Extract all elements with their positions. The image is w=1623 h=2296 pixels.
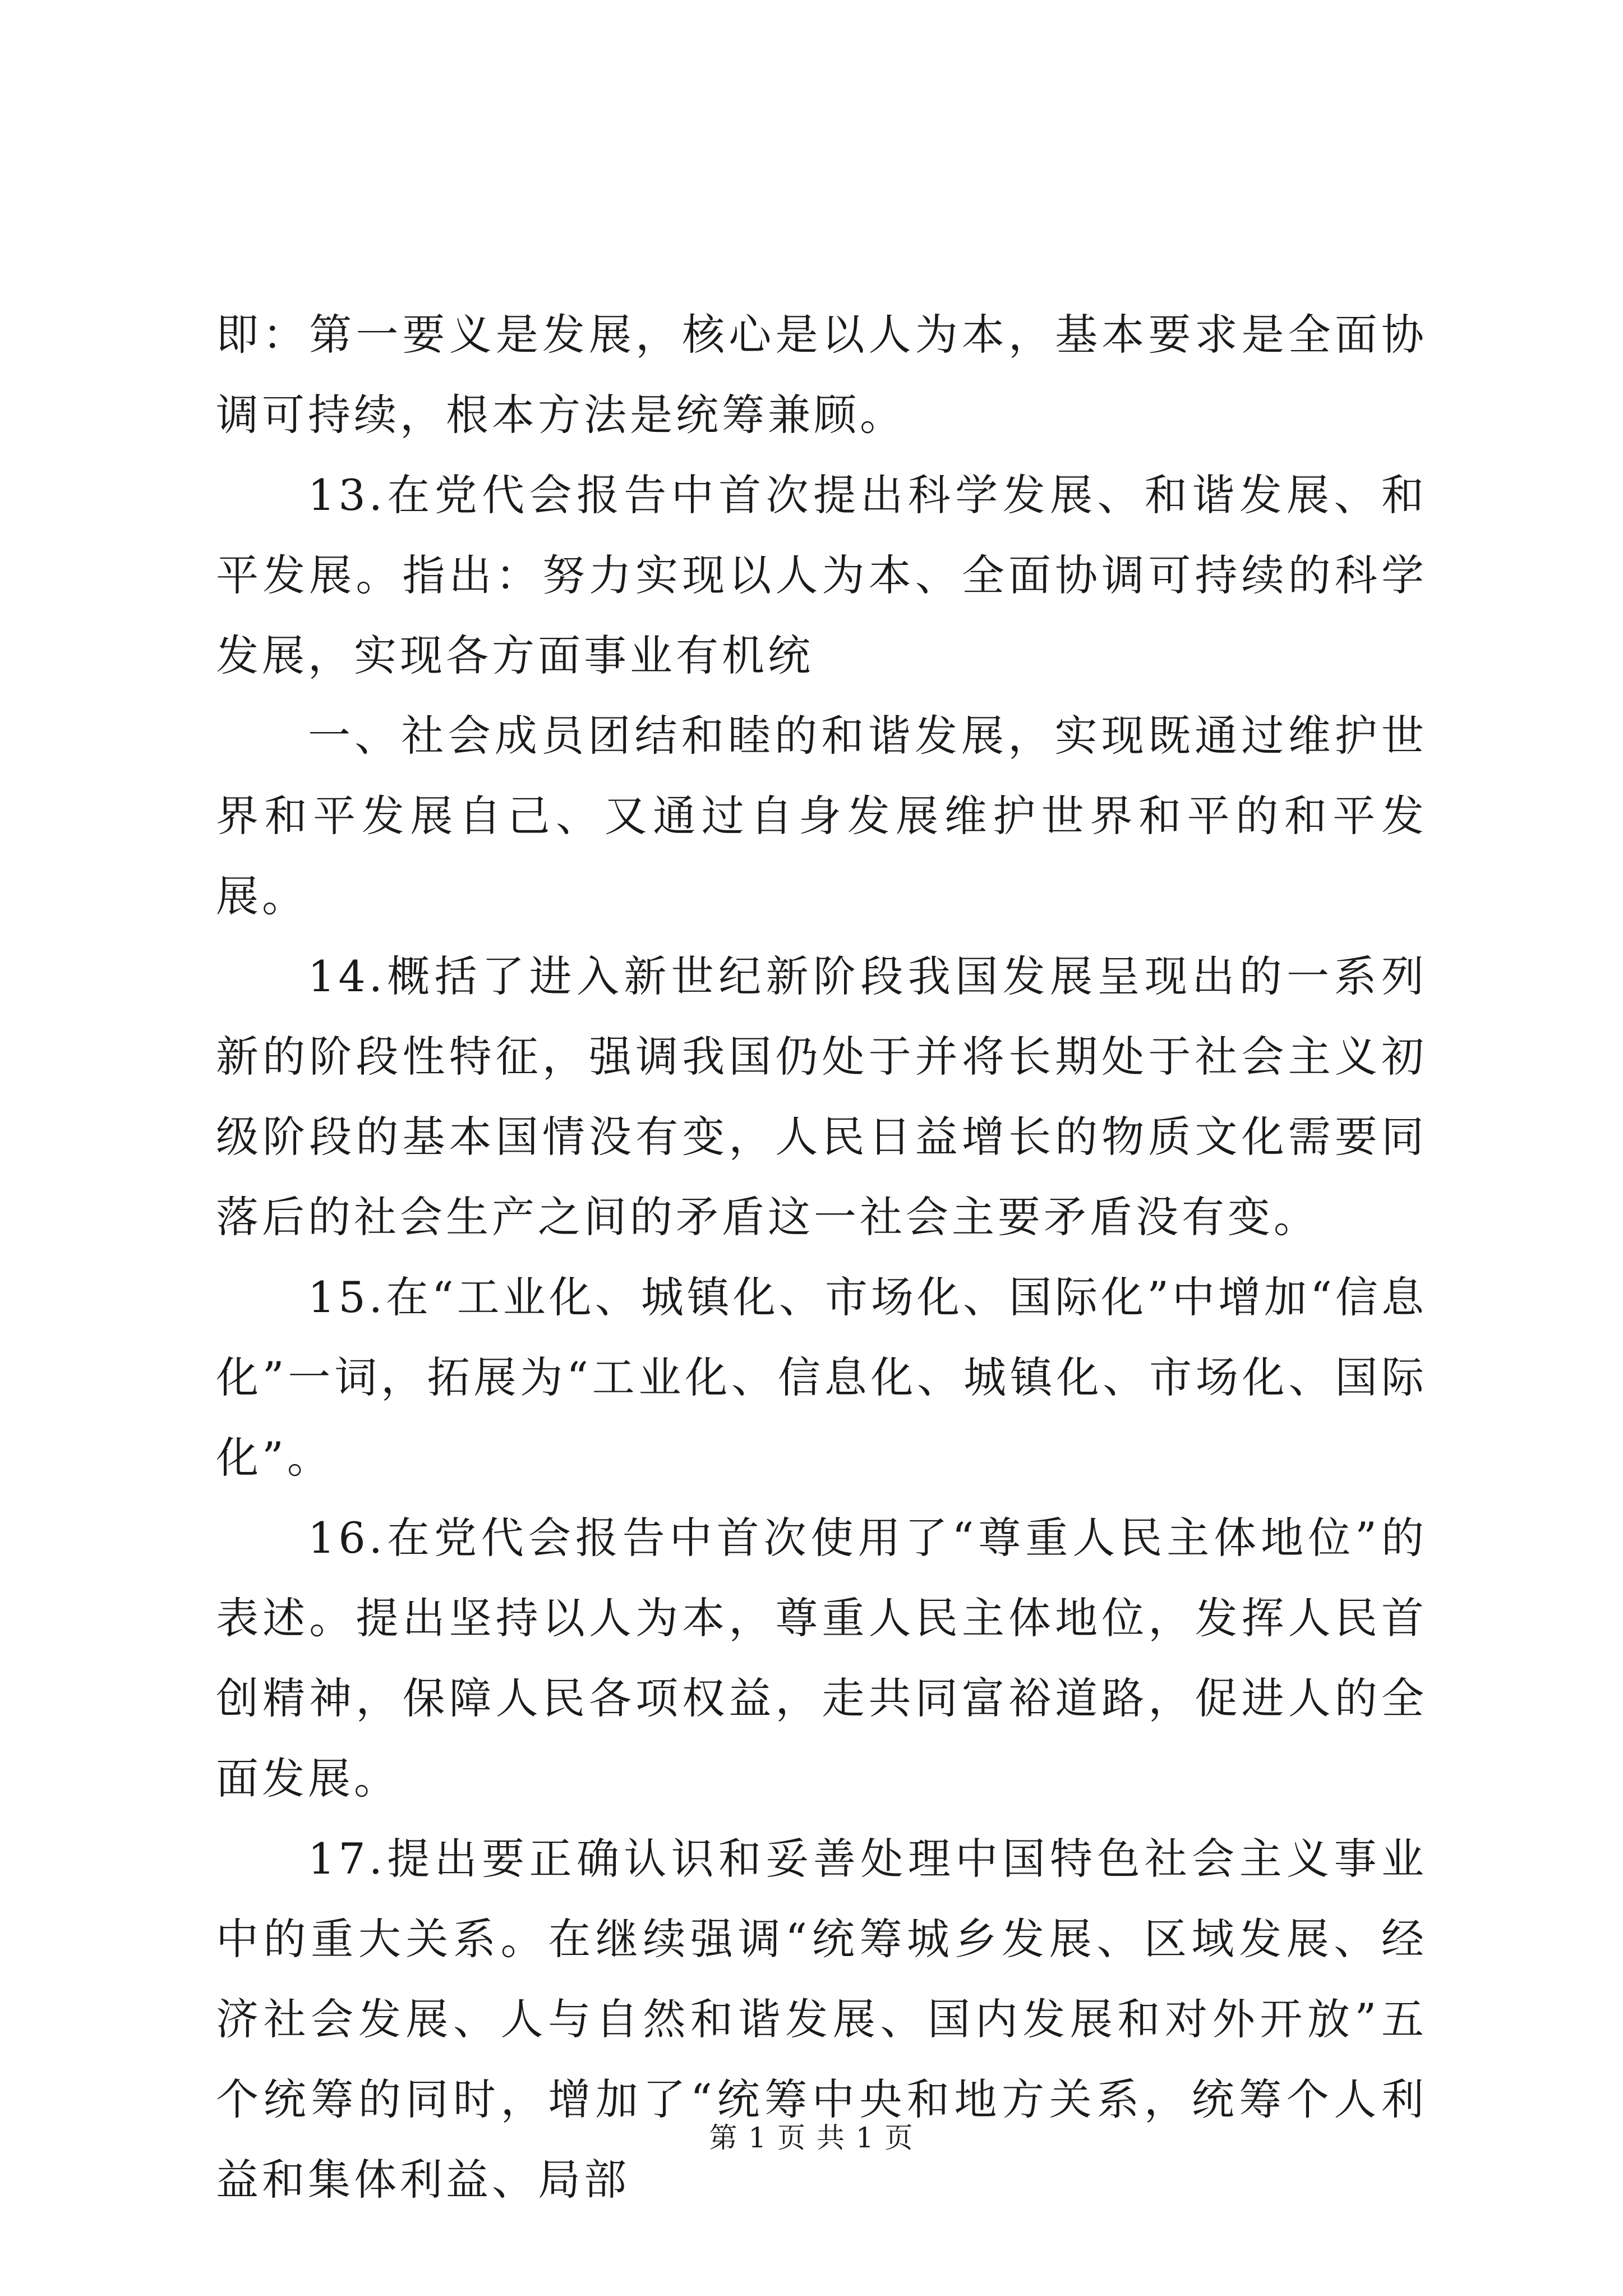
paragraph-continuation: 即：第一要义是发展，核心是以人为本，基本要求是全面协调可持续，根本方法是统筹兼顾。 xyxy=(216,310,1427,440)
paragraph-item-15: 15.在“工业化、城镇化、市场化、国际化”中增加“信息化”一词，拓展为“工业化、信息化、城镇化、市场化、国际化”。 xyxy=(216,1272,1427,1483)
paragraph-item-13: 13.在党代会报告中首次提出科学发展、和谐发展、和平发展。指出：努力实现以人为本、全面协调可持续的科学发展，实现各方面事业有机统 xyxy=(216,470,1427,680)
document-body xyxy=(216,295,1427,2220)
page-footer: 第 1 页 共 1 页 xyxy=(709,2122,914,2154)
paragraph-item-13-continued: 一、社会成员团结和睦的和谐发展，实现既通过维护世界和平发展自己、又通过自身发展维护世界和平的和平发展。 xyxy=(216,711,1427,921)
paragraph-item-17: 17.提出要正确认识和妥善处理中国特色社会主义事业中的重大关系。在继续强调“统筹城乡发展、区域发展、经济社会发展、人与自然和谐发展、国内发展和对外开放”五个统筹的同时，增加了“统筹中央和地方关系，统筹个人利益和集体利益、局部 xyxy=(216,1834,1427,2205)
paragraph-item-14: 14.概括了进入新世纪新阶段我国发展呈现出的一系列新的阶段性特征，强调我国仍处于并将长期处于社会主义初级阶段的基本国情没有变，人民日益增长的物质文化需要同落后的社会生产之间的矛盾这一社会主要矛盾没有变。 xyxy=(216,951,1427,1242)
paragraph-item-16: 16.在党代会报告中首次使用了“尊重人民主体地位”的表述。提出坚持以人为本，尊重人民主体地位，发挥人民首创精神，保障人民各项权益，走共同富裕道路，促进人的全面发展。 xyxy=(216,1513,1427,1803)
